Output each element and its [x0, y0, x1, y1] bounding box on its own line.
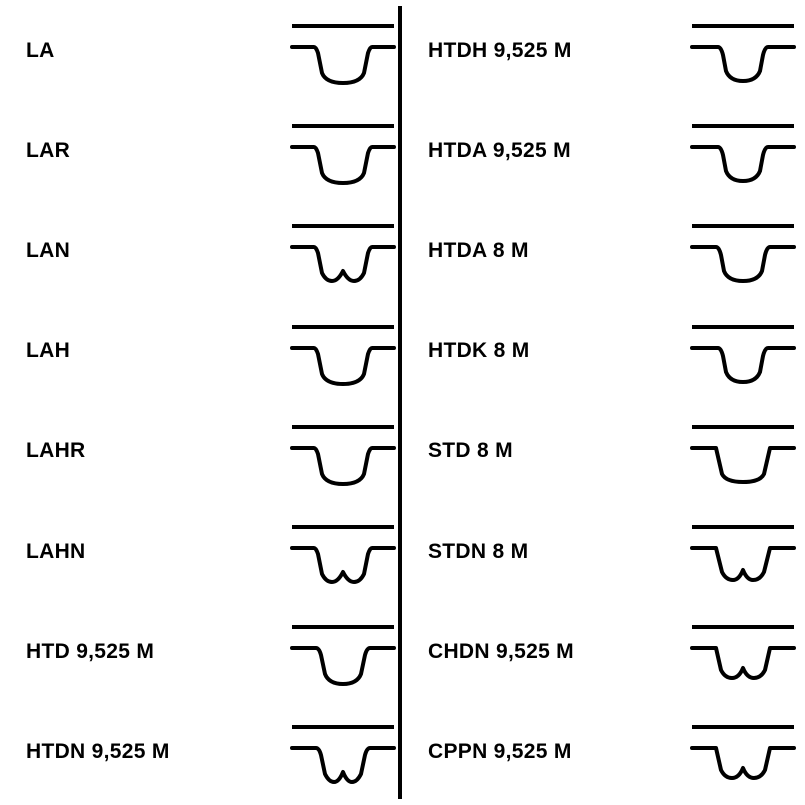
profile-row: [0, 100, 398, 200]
belt-profile-icon: [288, 714, 398, 788]
profile-label: HTDA 9,525 M: [428, 138, 571, 162]
profile-row: [0, 701, 398, 801]
profile-row: [400, 601, 805, 701]
profile-label: HTDH 9,525 M: [428, 38, 572, 62]
belt-profile-icon: [688, 113, 798, 187]
profile-label: HTDN 9,525 M: [26, 739, 170, 763]
profile-row: [400, 301, 805, 401]
profile-label: LA: [26, 38, 55, 62]
profile-label: STD 8 M: [428, 439, 513, 463]
profile-label: LAN: [26, 238, 71, 262]
profile-label: HTD 9,525 M: [26, 639, 155, 663]
profile-label: CHDN 9,525 M: [428, 639, 574, 663]
profile-row: [0, 401, 398, 501]
profile-label: CPPN 9,525 M: [428, 739, 572, 763]
belt-profile-icon: [288, 213, 398, 287]
belt-profile-icon: [688, 414, 798, 488]
profile-label: HTDA 8 M: [428, 238, 529, 262]
belt-profile-icon: [688, 614, 798, 688]
profile-row: [0, 501, 398, 601]
belt-profile-icon: [288, 113, 398, 187]
belt-profile-icon: [288, 314, 398, 388]
right-column: [400, 0, 805, 805]
profile-row: [0, 301, 398, 401]
profile-label: HTDK 8 M: [428, 339, 530, 363]
belt-profile-icon: [688, 514, 798, 588]
belt-profile-icon: [688, 314, 798, 388]
belt-profile-icon: [688, 13, 798, 87]
profile-row: [400, 401, 805, 501]
profile-row: [0, 0, 398, 100]
profile-label: STDN 8 M: [428, 539, 529, 563]
profile-row: [0, 200, 398, 300]
belt-profile-icon: [688, 213, 798, 287]
belt-profile-icon: [288, 514, 398, 588]
profile-row: [400, 100, 805, 200]
profile-label: LAR: [26, 138, 71, 162]
profile-row: [400, 0, 805, 100]
belt-profile-icon: [288, 13, 398, 87]
profile-row: [400, 501, 805, 601]
belt-profile-icon: [288, 414, 398, 488]
profile-label: LAH: [26, 339, 71, 363]
profile-row: [0, 601, 398, 701]
left-column: [0, 0, 398, 805]
profile-label: LAHN: [26, 539, 86, 563]
profile-row: [400, 701, 805, 801]
belt-profile-icon: [688, 714, 798, 788]
profile-label: LAHR: [26, 439, 86, 463]
belt-profile-icon: [288, 614, 398, 688]
profile-row: [400, 200, 805, 300]
